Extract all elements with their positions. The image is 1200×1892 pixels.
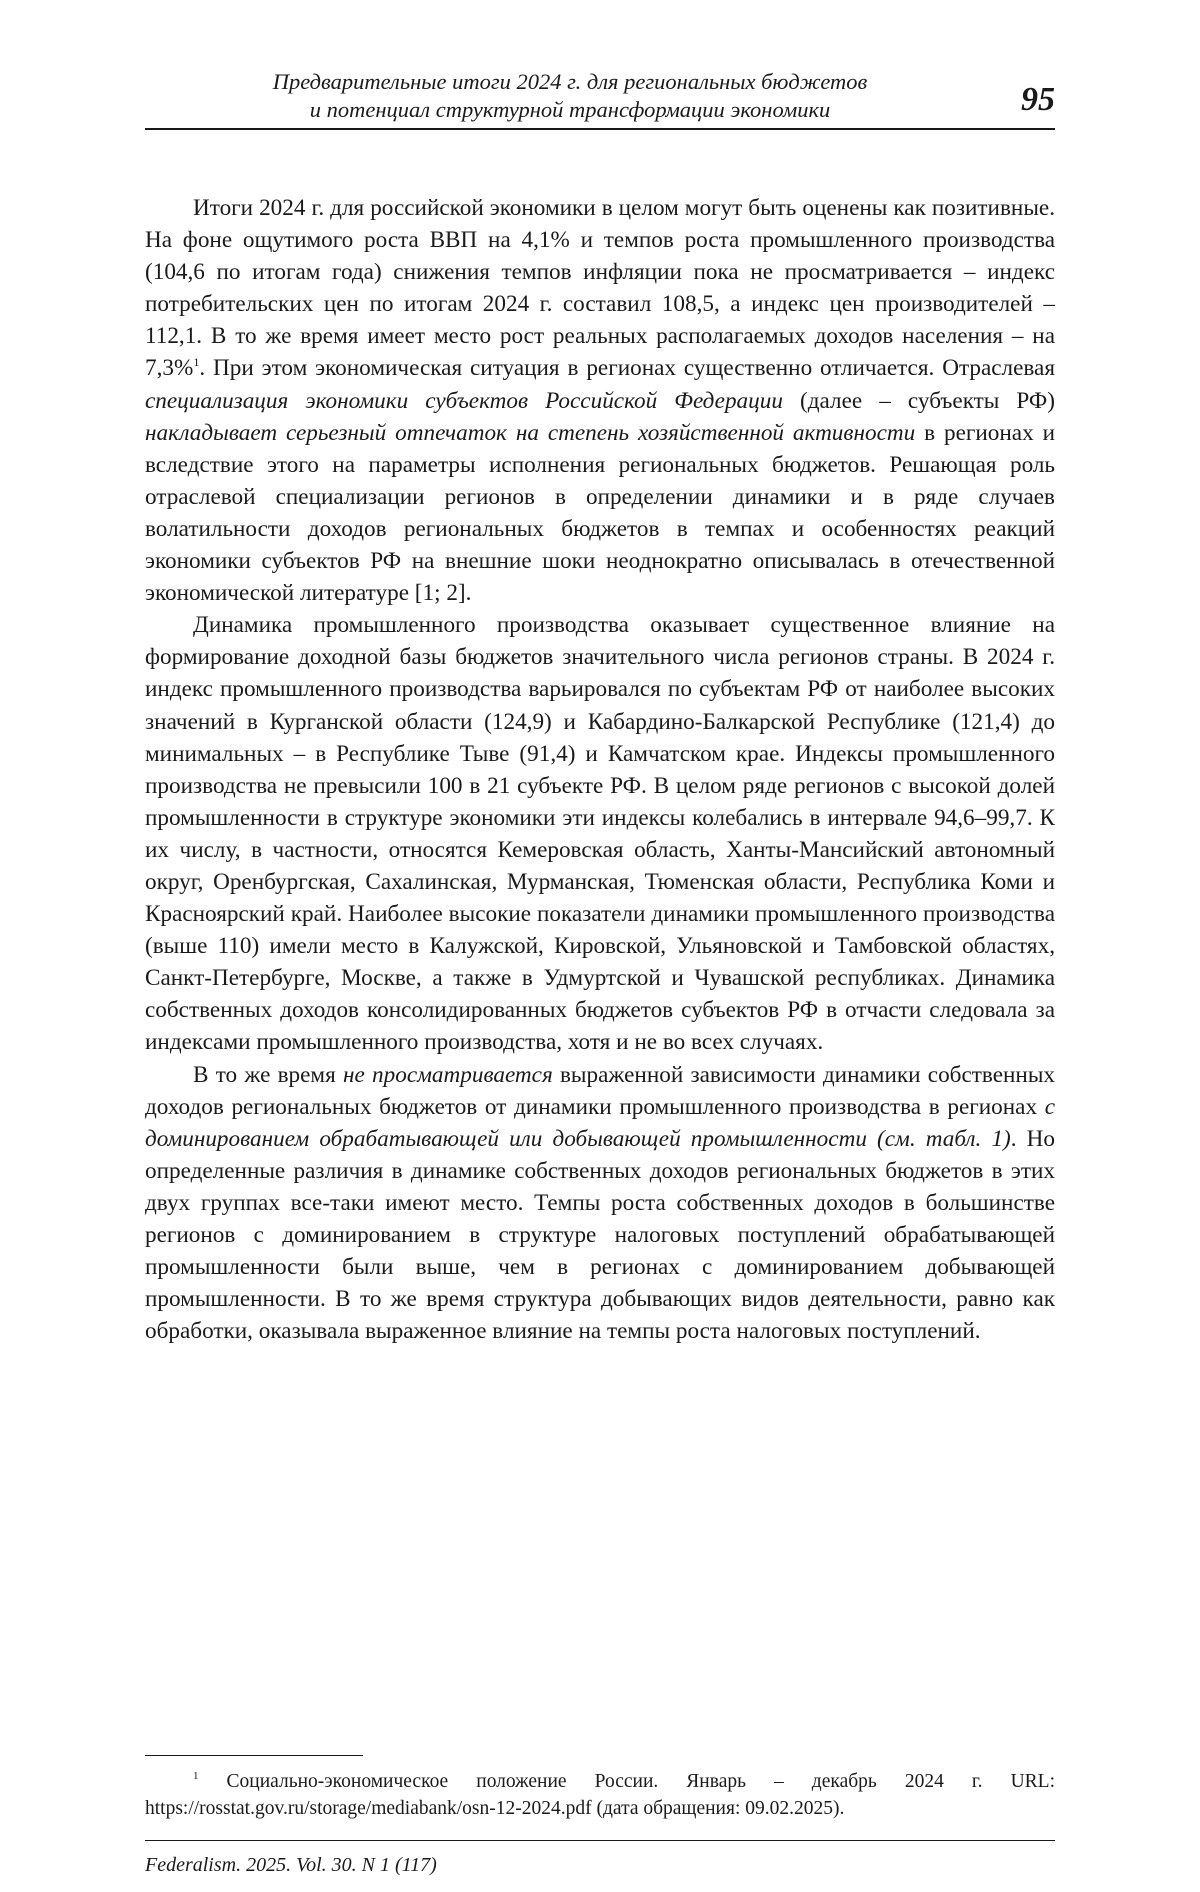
- emphasis-text: накладывает серьезный отпечаток на степень хозяйственной активности: [145, 419, 916, 446]
- emphasis-text: не просматривается: [343, 1061, 553, 1088]
- emphasis-text: с доминированием обрабатывающей или добывающей промышленности (см. табл. 1): [145, 1093, 1055, 1152]
- footnote-divider: [145, 1755, 363, 1756]
- journal-citation: Federalism. 2025. Vol. 30. N 1 (117): [145, 1854, 437, 1876]
- running-title: [205, 68, 935, 124]
- page-number: 95: [1021, 81, 1055, 118]
- footnote-text: Социально-экономическое положение России. Январь – декабрь 2024 г. URL: https://rosstat.gov.ru/storage/mediabank/osn-12-2024.pdf (дата обращения: 09.02.2025).: [145, 1771, 1055, 1819]
- running-title-line-1: Предварительные итоги 2024 г. для региональных бюджетов: [272, 69, 868, 94]
- emphasis-text: специализация экономики субъектов Российской Федерации: [145, 387, 783, 414]
- footnote-reference: 1: [193, 355, 200, 370]
- running-title-line-2: и потенциал структурной трансформации экономики: [309, 97, 831, 122]
- paragraph: В то же время не просматривается выраженной зависимости динамики собственных доходов региональных бюджетов от динамики промышленного производства в регионах с доминированием обрабатывающей или добывающей промышленности (см. табл. 1). Но определенные различия в динамике собственных доходов региональных бюджетов в этих двух группах все-таки имеют место. Темпы роста собственных доходов в большинстве регионов с доминированием в структуре налоговых поступлений обрабатывающей промышленности были выше, чем в регионах с доминированием добывающей промышленности. В то же время структура добывающих видов деятельности, равно как обработки, оказывала выраженное влияние на темпы роста налоговых поступлений.: [145, 1061, 1056, 1345]
- paragraph: Динамика промышленного производства оказывает существенное влияние на формирование доходной базы бюджетов значительного числа регионов страны. В 2024 г. индекс промышленного производства варьировался по субъектам РФ от наиболее высоких значений в Курганской области (124,9) и Кабардино-Балкарской Республике (121,4) до минимальных – в Республике Тыве (91,4) и Камчатском крае. Индексы промышленного производства не превысили 100 в 21 субъекте РФ. В целом ряде регионов с высокой долей промышленности в структуре экономики эти индексы колебались в интервале 94,6–99,7. К их числу, в частности, относятся Кемеровская область, Ханты-Мансийский автономный округ, Оренбургская, Сахалинская, Мурманская, Тюменская области, Республика Коми и Красноярский край. Наиболее высокие показатели динамики промышленного производства (выше 110) имели место в Калужской, Кировской, Ульяновской и Тамбовской областях, Санкт-Петербурге, Москве, а также в Удмуртской и Чувашской республиках. Динамика собственных доходов консолидированных бюджетов субъектов РФ в отчасти следовала за индексами промышленного производства, хотя и не во всех случаях.: [145, 612, 1055, 1056]
- body-text: [145, 192, 1055, 1347]
- footer-divider: [145, 1840, 1055, 1841]
- footnote: [145, 1768, 1055, 1822]
- footnote-marker: 1: [193, 1770, 199, 1782]
- paragraph: Итоги 2024 г. для российской экономики в целом могут быть оценены как позитивные. На фоне ощутимого роста ВВП на 4,1% и темпов роста промышленного производства (104,6 по итогам года) снижения темпов инфляции пока не просматривается – индекс потребительских цен по итогам 2024 г. составил 108,5, а индекс цен производителей – 112,1. В то же время имеет место рост реальных располагаемых доходов населения – на 7,3%$^1$. При этом экономическая ситуация в регионах существенно отличается. Отраслевая специализация экономики субъектов Российской Федерации (далее – субъекты РФ) накладывает серьезный отпечаток на степень хозяйственной активности в регионах и вследствие этого на параметры исполнения региональных бюджетов. Решающая роль отраслевой специализации регионов в определении динамики и в ряде случаев волатильности доходов региональных бюджетов в темпах и особенностях реакций экономики субъектов РФ на внешние шоки неоднократно описывалась в отечественной экономической литературе [1; 2].: [145, 195, 1055, 607]
- running-header: [145, 66, 1055, 130]
